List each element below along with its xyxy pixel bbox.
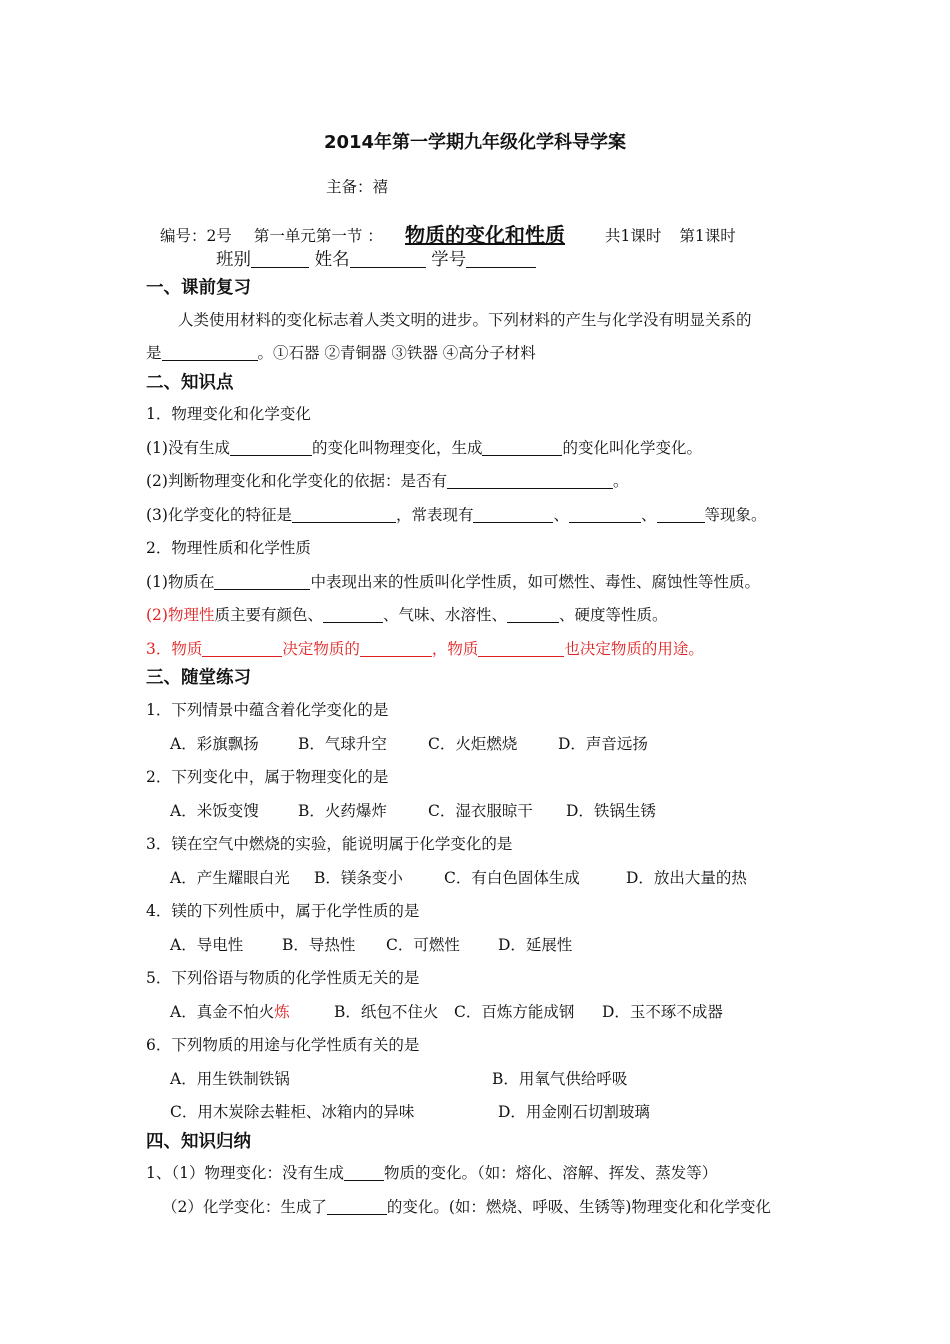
knowledge-1-title: 1．物理变化和化学变化 [146, 405, 311, 423]
name-field[interactable] [350, 250, 426, 269]
question-3: 3．镁在空气中燃烧的实验，能说明属于化学变化的是 [146, 835, 513, 853]
text-segment: 、 [553, 506, 569, 524]
answer-blank[interactable] [214, 574, 310, 591]
text-segment: 。 [612, 472, 629, 490]
answer-blank[interactable] [507, 607, 559, 624]
text-segment: (3)化学变化的特征是 [146, 506, 292, 524]
name-label: 姓名 [314, 250, 350, 270]
answer-blank[interactable] [657, 507, 705, 524]
class-label: 班别 [216, 250, 251, 270]
knowledge-2-title: 2．物理性质和化学性质 [146, 539, 311, 557]
text-segment: 的变化叫物理变化，生成 [311, 439, 483, 457]
option-d[interactable]: D．玉不琢不成器 [602, 1003, 723, 1021]
page-title: 2014年第一学期九年级化学科导学案 [323, 132, 627, 153]
id-label: 学号 [431, 250, 467, 270]
option-d[interactable]: D．铁锅生锈 [566, 802, 656, 820]
option-a[interactable]: A．产生耀眼白光 [170, 869, 290, 887]
question-5: 5．下列俗语与物质的化学性质无关的是 [146, 969, 420, 987]
text-segment: 决定物质的 [282, 640, 360, 658]
answer-blank[interactable] [327, 1199, 387, 1216]
text-segment: 等现象。 [704, 506, 767, 524]
option-d[interactable]: D．放出大量的热 [626, 869, 747, 887]
text-segment: ，物质 [431, 640, 479, 658]
answer-blank[interactable] [569, 507, 641, 524]
text-segment: 质主要有颜色、 [214, 606, 323, 624]
text-segment: (1)没有生成 [146, 439, 230, 457]
text-segment: 、硬度等性质。 [559, 606, 668, 624]
meta-lessons [605, 224, 736, 246]
answer-blank[interactable] [323, 607, 383, 624]
question-4: 4．镁的下列性质中，属于化学性质的是 [146, 902, 420, 920]
answer-blank[interactable] [292, 507, 396, 524]
answer-blank[interactable] [447, 473, 613, 490]
option-a[interactable]: A．彩旗飘扬 [170, 735, 259, 753]
option-d[interactable]: D．延展性 [498, 936, 573, 954]
text-segment: ，常表现有 [395, 506, 474, 524]
section-heading-review: 一、课前复习 [146, 278, 251, 298]
text-segment: 的变化叫化学变化。 [562, 439, 702, 457]
text-segment: 3．物质 [146, 640, 203, 658]
option-d[interactable]: D．声音远扬 [558, 735, 648, 753]
lesson-title: 物质的变化和性质 [405, 223, 565, 247]
meta-total: 共1课时 [605, 227, 662, 245]
knowledge-2-2 [146, 603, 668, 625]
text-segment: 1、（1）物理变化：没有生成 [146, 1164, 344, 1182]
text-segment: 中表现出来的性质叫化学性质，如可燃性、毒性、腐蚀性等性质。 [310, 573, 760, 591]
student-info-line [216, 246, 536, 271]
question-6: 6．下列物质的用途与化学性质有关的是 [146, 1036, 420, 1054]
option-b[interactable]: B．导热性 [282, 936, 356, 954]
review-para-2-options: 。①石器 ②青铜器 ③铁器 ④高分子材料 [257, 344, 536, 362]
option-c[interactable]: C．火炬燃烧 [428, 735, 518, 753]
knowledge-1-3 [146, 503, 767, 525]
option-b[interactable]: B．镁条变小 [314, 869, 403, 887]
option-a[interactable]: A．导电性 [170, 936, 244, 954]
answer-blank[interactable] [344, 1165, 384, 1182]
review-para-2 [146, 341, 536, 363]
option-c[interactable]: C．湿衣服晾干 [428, 802, 533, 820]
answer-blank[interactable] [202, 641, 282, 658]
answer-blank[interactable] [162, 345, 258, 362]
option-a-text: A．真金不怕火 [170, 1003, 275, 1021]
option-b[interactable]: B．用氧气供给呼吸 [492, 1070, 628, 1088]
text-segment: (2)判断物理变化和化学变化的依据：是否有 [146, 472, 447, 490]
answer-blank[interactable] [360, 641, 432, 658]
option-b[interactable]: B．火药爆炸 [298, 802, 387, 820]
knowledge-2-1 [146, 570, 760, 592]
id-field[interactable] [466, 250, 536, 269]
option-d[interactable]: D．用金刚石切割玻璃 [498, 1103, 650, 1121]
meta-current: 第1课时 [679, 227, 736, 245]
option-a[interactable]: A．用生铁制铁锅 [170, 1070, 290, 1088]
review-para-1: 人类使用材料的变化标志着人类文明的进步。下列材料的产生与化学没有明显关系的 [178, 311, 752, 329]
meta-line [160, 224, 383, 246]
text-segment: (1)物质在 [146, 573, 215, 591]
text-segment: 也决定物质的用途。 [564, 640, 704, 658]
knowledge-1-2 [146, 469, 628, 491]
answer-blank[interactable] [482, 440, 562, 457]
option-c[interactable]: C．可燃性 [386, 936, 460, 954]
question-2: 2．下列变化中，属于物理变化的是 [146, 768, 389, 786]
answer-blank[interactable] [230, 440, 312, 457]
class-field[interactable] [251, 250, 309, 269]
option-a-highlight: 炼 [274, 1003, 290, 1021]
text-segment: 的变化。(如：燃烧、呼吸、生锈等)物理变化和化学变化 [386, 1198, 771, 1216]
text-segment: 物质的变化。（如：熔化、溶解、挥发、蒸发等） [383, 1164, 718, 1182]
section-heading-knowledge: 二、知识点 [146, 373, 234, 393]
knowledge-1-1 [146, 436, 702, 458]
summary-1 [146, 1161, 717, 1183]
meta-number: 编号：2号 [160, 227, 232, 245]
question-1: 1．下列情景中蕴含着化学变化的是 [146, 701, 389, 719]
review-para-2-text: 是 [146, 344, 162, 362]
meta-unit: 第一单元第一节 ： [253, 227, 383, 245]
author-line: 主备：禧 [326, 178, 389, 196]
text-segment: (2)物理性 [146, 606, 215, 624]
answer-blank[interactable] [473, 507, 553, 524]
option-a[interactable]: A．米饭变馊 [170, 802, 259, 820]
option-a[interactable] [170, 1000, 290, 1022]
summary-2 [162, 1195, 771, 1217]
text-segment: 、 [641, 506, 657, 524]
section-heading-practice: 三、随堂练习 [146, 668, 251, 688]
option-c[interactable]: C．有白色固体生成 [444, 869, 580, 887]
text-segment: 、气味、水溶性、 [382, 606, 507, 624]
text-segment: （2）化学变化：生成了 [162, 1198, 327, 1216]
option-b[interactable]: B．气球升空 [298, 735, 387, 753]
knowledge-3 [146, 637, 704, 659]
answer-blank[interactable] [478, 641, 564, 658]
option-c[interactable]: C．用木炭除去鞋柜、冰箱内的异味 [170, 1103, 415, 1121]
section-heading-summary: 四、知识归纳 [146, 1132, 251, 1152]
option-c[interactable]: C．百炼方能成钢 [454, 1003, 575, 1021]
option-b[interactable]: B．纸包不住火 [334, 1003, 439, 1021]
